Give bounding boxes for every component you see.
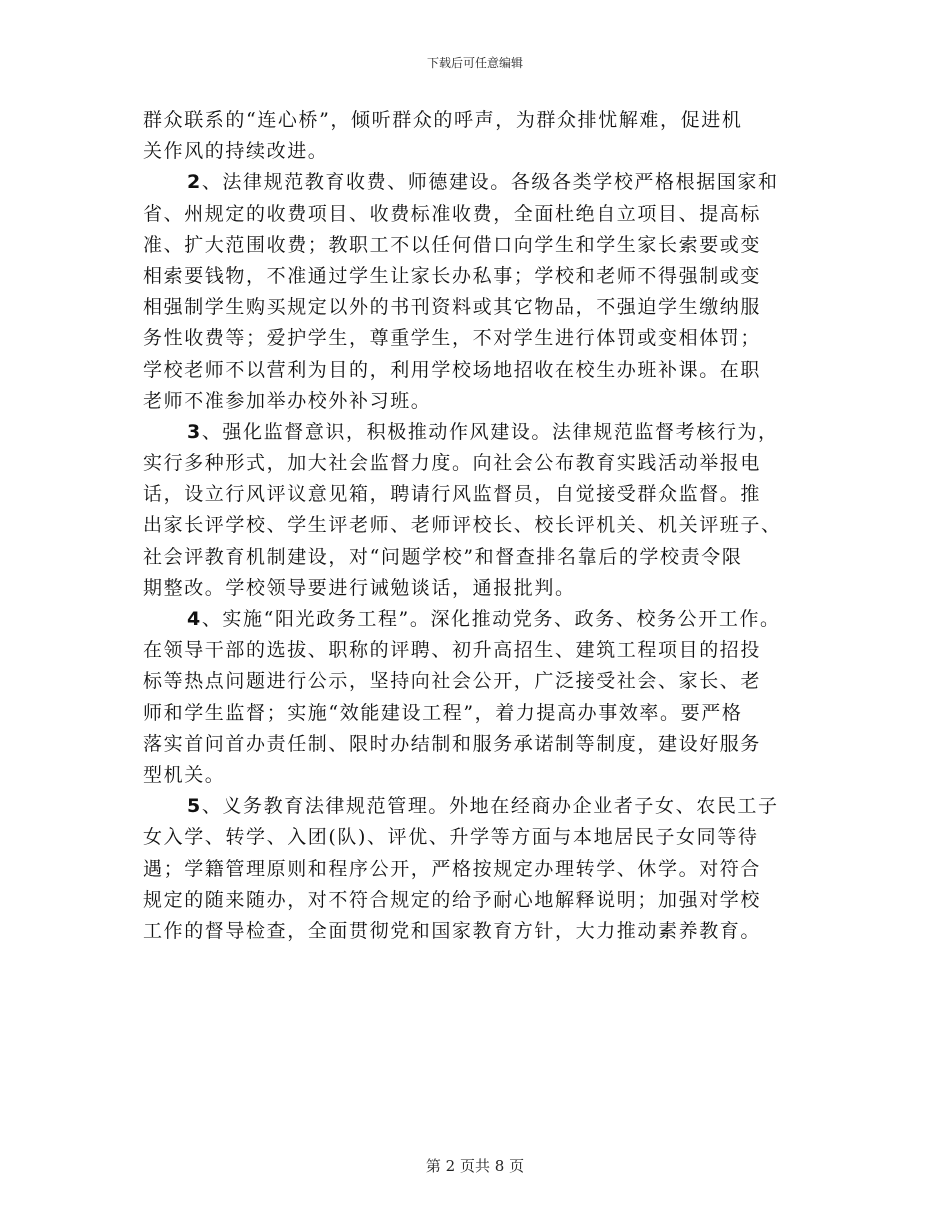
text-line: 群众联系的“连心桥”，倾听群众的呼声，为群众排忧解难，促进机 (143, 109, 743, 131)
text-line: 关作风的持续改进。 (143, 140, 329, 163)
item-number: 4 (187, 608, 202, 630)
text-line: 社会评教育机制建设，对“问题学校”和督查排名靠后的学校责令限 (143, 545, 743, 568)
text-line: 在领导干部的选拔、职称的评聘、初升高招生、建筑工程项目的招投 (143, 639, 762, 662)
text-segment: 、强化监督意识，积极推动作风建设。法律规范监督考核行为， (201, 420, 779, 443)
text-segment: 、义务教育法律规范管理。外地在经商办企业者子女、农民工子 (201, 795, 779, 818)
text-line: 师和学生监督；实施“效能建设工程”，着力提高办事效率。要严格 (143, 701, 743, 724)
text-line: 型机关。 (143, 763, 226, 786)
page-number: 第 2 页共 8 页 (425, 1157, 525, 1175)
text-line: 老师不准参加举办校外补习班。 (143, 389, 432, 412)
text-line: 相强制学生购买规定以外的书刊资料或其它物品，不强迫学生缴纳服 (143, 296, 762, 319)
paragraph-2 (143, 167, 815, 417)
text-line: 遇；学籍管理原则和程序公开，严格按规定办理转学、休学。对符合 (143, 857, 762, 880)
paragraph-4 (143, 604, 815, 791)
text-line: 务性收费等；爱护学生，尊重学生，不对学生进行体罚或变相体罚； (143, 327, 762, 350)
text-line: 出家长评学校、学生评老师、老师评校长、校长评机关、机关评班子、 (143, 514, 782, 537)
text-line: 实行多种形式，加大社会监督力度。向社会公布教育实践活动举报电 (143, 452, 762, 475)
paragraph-5 (143, 791, 815, 947)
text-line: 工作的督导检查，全面贯彻党和国家教育方针，大力推动素养教育。 (143, 919, 762, 942)
text-line: 省、州规定的收费项目、收费标准收费，全面杜绝自立项目、提高标 (143, 202, 762, 225)
text-line: 标等热点问题进行公示，坚持向社会公开，广泛接受社会、家长、老 (143, 670, 762, 693)
text-segment: 、法律规范教育收费、师德建设。各级各类学校严格根据国家和 (201, 171, 779, 194)
header-note: 下载后可任意编辑 (426, 56, 523, 70)
item-number: 3 (187, 420, 202, 443)
paragraph-1 (143, 105, 815, 167)
item-number: 5 (187, 795, 202, 818)
text-line: 话，设立行风评议意见箱，聘请行风监督员，自觉接受群众监督。推 (143, 483, 762, 506)
text-line: 期整改。学校领导要进行诫勉谈话，通报批判。 (143, 576, 576, 599)
text-line (143, 417, 815, 448)
text-line (143, 167, 815, 198)
text-segment: 、实施“阳光政务工程”。深化推动党务、政务、校务公开工作。 (201, 608, 781, 630)
text-line: 女入学、转学、入团(队)、评优、升学等方面与本地居民子女同等待 (143, 826, 759, 849)
item-number: 2 (187, 171, 202, 194)
text-line: 学校老师不以营利为目的，利用学校场地招收在校生办班补课。在职 (143, 358, 762, 381)
text-line: 准、扩大范围收费；教职工不以任何借口向学生和学生家长索要或变 (143, 233, 762, 256)
text-line (143, 604, 815, 635)
document-body (143, 105, 815, 947)
text-line (143, 791, 815, 822)
paragraph-3 (143, 417, 815, 604)
text-line: 落实首问首办责任制、限时办结制和服务承诺制等制度，建设好服务 (143, 732, 762, 755)
text-line: 规定的随来随办，对不符合规定的给予耐心地解释说明；加强对学校 (143, 888, 762, 911)
text-line: 相索要钱物，不准通过学生让家长办私事；学校和老师不得强制或变 (143, 264, 762, 287)
